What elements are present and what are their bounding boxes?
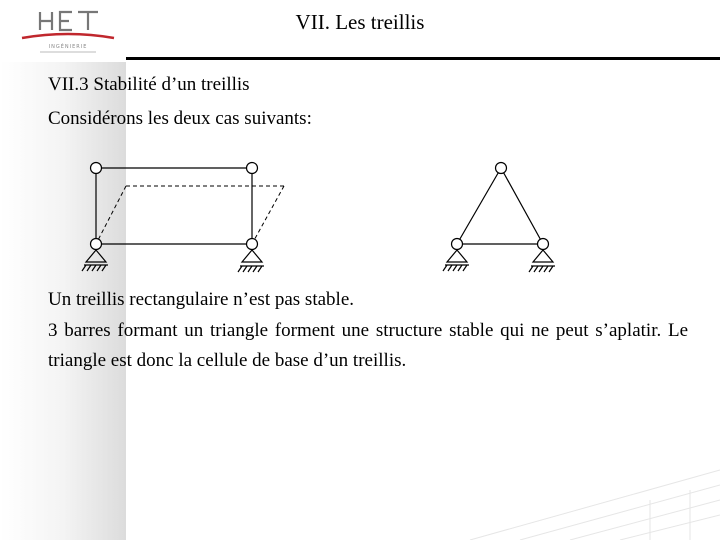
node-base-right (538, 239, 549, 250)
node-bottom-left (91, 239, 102, 250)
page-title: VII. Les treillis (295, 10, 425, 34)
pin-support-icon (443, 250, 469, 271)
section-title: VII.3 Stabilité d’un treillis (48, 74, 250, 95)
intro-text: Considérons les deux cas suivants: (48, 108, 312, 129)
node-top-left (91, 163, 102, 174)
node-base-left (452, 239, 463, 250)
node-apex (496, 163, 507, 174)
pin-support-icon (82, 250, 108, 271)
triangular-truss (443, 163, 555, 273)
conclusion-paragraph: 3 barres formant un triangle forment une structure stable qui ne peut s’aplatir. Le triangle est donc la cellule de base d’un treillis. (48, 320, 688, 371)
roller-support-icon (529, 250, 555, 272)
rectangular-truss (82, 163, 284, 273)
roller-support-icon (238, 250, 264, 272)
logo-subtext: INGÉNIERIE (48, 44, 88, 50)
node-top-right (247, 163, 258, 174)
node-bottom-right (247, 239, 258, 250)
conclusion-line-1: Un treillis rectangulaire n’est pas stable. (48, 289, 355, 310)
